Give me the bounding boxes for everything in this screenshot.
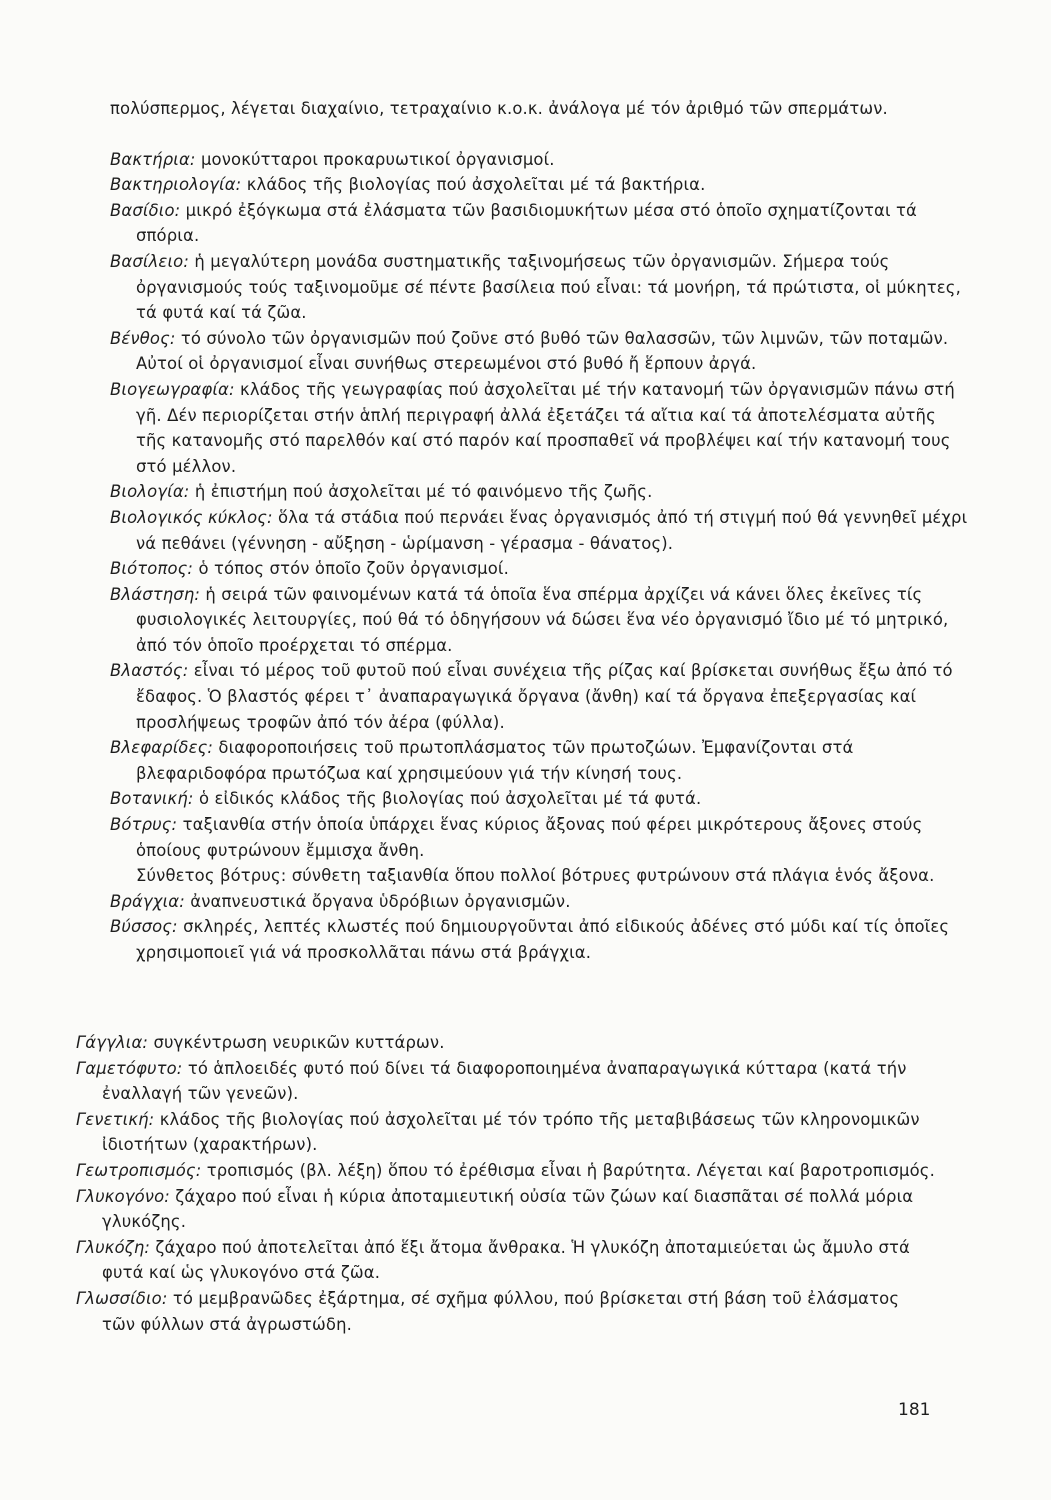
entry-definition: κλάδος τῆς βιολογίας πού ἀσχολεῖται μέ τόν τρόπο τῆς μεταβιβάσεως τῶν κληρονομικῶν ἰδιοτήτων (χαρακτήρων). (102, 1109, 920, 1155)
entry-term: Βασίλειο: (110, 251, 189, 271)
glossary-entry (110, 198, 970, 249)
entry-definition: ἡ σειρά τῶν φαινομένων κατά τά ὁποῖα ἕνα σπέρμα ἀρχίζει νά κάνει ὅλες ἐκεῖνες τίς φυσιολογικές λειτουργίες, πού θά τό ὁδηγήσουν νά δώσει ἕνα νέο ὀργανισμό ἴδιο μέ τό μητρικό, ἀπό τόν ὁποῖο προέρχεται τό σπέρμα. (136, 584, 949, 655)
entry-term: Βύσσος: (110, 917, 178, 937)
entry-definition: μικρό ἐξόγκωμα στά ἐλάσματα τῶν βασιδιομυκήτων μέσα στό ὁποῖο σχηματίζονται τά σπόρια. (136, 200, 918, 246)
glossary-entry (110, 172, 970, 198)
entry-definition: διαφοροποιήσεις τοῦ πρωτοπλάσματος τῶν πρωτοζώων. Ἐμφανίζονται στά βλεφαριδοφόρα πρωτόζωα καί χρησιμεύουν γιά τήν κίνησή τους. (136, 738, 854, 783)
glossary-entry (76, 1286, 936, 1337)
entry-term: Γενετική: (76, 1109, 155, 1129)
entry-term: Βοτανική: (110, 789, 194, 809)
glossary-entry (110, 479, 970, 505)
glossary-entry (110, 147, 970, 173)
glossary-entry (110, 658, 970, 735)
entry-definition: τό ἁπλοειδές φυτό πού δίνει τά διαφοροποιημένα ἀναπαραγωγικά κύτταρα (κατά τήν ἐναλλαγή τῶν γενεῶν). (102, 1058, 907, 1104)
glossary-entry (76, 1056, 936, 1107)
glossary-entry (76, 1184, 936, 1235)
entry-term: Βλάστηση: (110, 584, 201, 604)
glossary-entry (76, 1107, 936, 1158)
entry-definition: ὅλα τά στάδια πού περνάει ἕνας ὀργανισμός ἀπό τή στιγμή πού θά γεννηθεῖ μέχρι νά πεθάνει (γέννηση - αὔξηση - ὡρίμανση - γέρασμα - θάνατος). (136, 507, 968, 553)
glossary-entry (110, 889, 970, 915)
entry-term: Γλυκογόνο: (76, 1186, 170, 1206)
entry-term: Βασίδιο: (110, 200, 181, 220)
entry-term: Βιολογικός κύκλος: (110, 507, 273, 527)
entry-definition: μονοκύτταροι προκαρυωτικοί ὀργανισμοί. (195, 149, 555, 169)
entry-definition: ταξιανθία στήν ὁποία ὑπάρχει ἕνας κύριος ἄξονας πού φέρει μικρότερους ἄξονες στούς ὁποίους φυτρώνουν ἔμμισχα ἄνθη. (136, 815, 923, 860)
glossary-entry (76, 1158, 936, 1184)
entry-definition: τροπισμός (βλ. λέξη) ὅπου τό ἐρέθισμα εἶναι ἡ βαρύτητα. Λέγεται καί βαροτροπισμός. (201, 1160, 935, 1180)
entry-definition: ζάχαρο πού εἶναι ἡ κύρια ἀποταμιευτική οὐσία τῶν ζώων καί διασπᾶται σέ πολλά μόρια γλυκόζης. (102, 1186, 914, 1232)
glossary-section-beta (110, 96, 970, 966)
glossary-entry (110, 326, 970, 377)
entry-definition: ζάχαρο πού ἀποτελεῖται ἀπό ἕξι ἄτομα ἄνθρακα. Ἡ γλυκόζη ἀποταμιεύεται ὡς ἄμυλο στά φυτά καί ὡς γλυκογόνο στά ζῶα. (102, 1237, 911, 1283)
entry-term: Γλυκόζη: (76, 1237, 151, 1257)
glossary-entry (110, 735, 970, 786)
entry-definition: συγκέντρωση νευρικῶν κυττάρων. (148, 1033, 445, 1052)
entry-term: Βακτήρια: (110, 149, 196, 169)
entry-definition: ἀναπνευστικά ὄργανα ὑδρόβιων ὀργανισμῶν. (184, 891, 571, 911)
entry-definition: ἡ μεγαλύτερη μονάδα συστηματικῆς ταξινομήσεως τῶν ὀργανισμῶν. Σήμερα τούς ὀργανισμούς τούς ταξινομοῦμε σέ πέντε βασίλεια πού εἶναι: τά μονήρη, τά πρώτιστα, οἱ μύκητες, τά φυτά καί τά ζῶα. (136, 251, 961, 323)
glossary-entry (110, 249, 970, 326)
glossary-entry (110, 377, 970, 479)
entry-term: Βιογεωγραφία: (110, 379, 235, 399)
entry-term: Βιολογία: (110, 482, 190, 502)
entry-term: Γλωσσίδιο: (76, 1288, 168, 1308)
entry-definition: τό μεμβρανῶδες ἐξάρτημα, σέ σχῆμα φύλλου, πού βρίσκεται στή βάση τοῦ ἐλάσματος τῶν φύλλων στά ἀγρωστώδη. (102, 1288, 900, 1334)
entry-definition: εἶναι τό μέρος τοῦ φυτοῦ πού εἶναι συνέχεια τῆς ρίζας καί βρίσκεται συνήθως ἔξω ἀπό τό ἔδαφος. Ὁ βλαστός φέρει τ᾽ ἀναπαραγωγικά ὄργανα (ἄνθη) καί τά ὄργανα ἐπεξεργασίας καί προσλήψεως τροφῶν ἀπό τόν ἀέρα (φύλλα). (136, 661, 953, 732)
page-number: 181 (898, 1400, 931, 1420)
entry-definition: ὁ εἰδικός κλάδος τῆς βιολογίας πού ἀσχολεῖται μέ τά φυτά. (193, 789, 702, 809)
glossary-entry (110, 582, 970, 659)
entry-term: Γεωτροπισμός: (76, 1160, 202, 1180)
entry-term: Βακτηριολογία: (110, 175, 242, 195)
glossary-section-gamma (76, 1030, 936, 1337)
glossary-entry (110, 556, 970, 582)
entry-term: Βλεφαρίδες: (110, 738, 214, 758)
glossary-entry (76, 1235, 936, 1286)
glossary-entry (110, 505, 970, 556)
entry-term: Βιότοπος: (110, 559, 194, 579)
entry-definition: κλάδος τῆς γεωγραφίας πού ἀσχολεῖται μέ τήν κατανομή τῶν ὀργανισμῶν πάνω στή γῆ. Δέν περιορίζεται στήν ἁπλή περιγραφή ἀλλά ἐξετάζει τά αἴτια καί τά ἀποτελέσματα αὐτῆς τῆς κατανομῆς στό παρελθόν καί στό παρόν καί προσπαθεῖ νά προβλέψει καί τήν κατανομή τους στό μέλλον. (136, 379, 955, 476)
continued-entry: πολύσπερμος, λέγεται διαχαίνιο, τετραχαίνιο κ.ο.κ. ἀνάλογα μέ τόν ἀριθμό τῶν σπερμάτων. (110, 99, 888, 118)
glossary-entry (110, 812, 970, 863)
entry-definition: ὁ τόπος στόν ὁποῖο ζοῦν ὀργανισμοί. (193, 559, 509, 579)
entry-definition: τό σύνολο τῶν ὀργανισμῶν πού ζοῦνε στό βυθό τῶν θαλασσῶν, τῶν λιμνῶν, τῶν ποταμῶν. Αὐτοί οἱ ὀργανισμοί εἶναι συνήθως στερεωμένοι στό βυθό ἤ ἕρπουν ἀργά. (136, 328, 949, 374)
entry-term: Γαμετόφυτο: (76, 1058, 183, 1078)
glossary-entry (110, 914, 970, 965)
glossary-entry (76, 1030, 936, 1056)
entry-term: Βράγχια: (110, 891, 185, 911)
glossary-subentry: Σύνθετος βότρυς: σύνθετη ταξιανθία ὅπου πολλοί βότρυες φυτρώνουν στά πλάγια ἑνός ἄξονα. (136, 866, 935, 886)
section-gap (110, 122, 970, 147)
entry-term: Βλαστός: (110, 661, 189, 681)
entry-definition: κλάδος τῆς βιολογίας πού ἀσχολεῖται μέ τά βακτήρια. (241, 175, 706, 195)
entry-definition: σκληρές, λεπτές κλωστές πού δημιουργοῦνται ἀπό εἰδικούς ἀδένες στό μύδι καί τίς ὁποῖες χρησιμοποιεῖ γιά νά προσκολλᾶται πάνω στά βράγχια. (136, 917, 950, 962)
glossary-entry (110, 786, 970, 812)
entry-term: Βότρυς: (110, 815, 178, 835)
entry-definition: ἡ ἐπιστήμη πού ἀσχολεῖται μέ τό φαινόμενο τῆς ζωῆς. (189, 482, 653, 502)
entry-term: Γάγγλια: (76, 1033, 149, 1052)
entry-term: Βένθος: (110, 328, 176, 348)
